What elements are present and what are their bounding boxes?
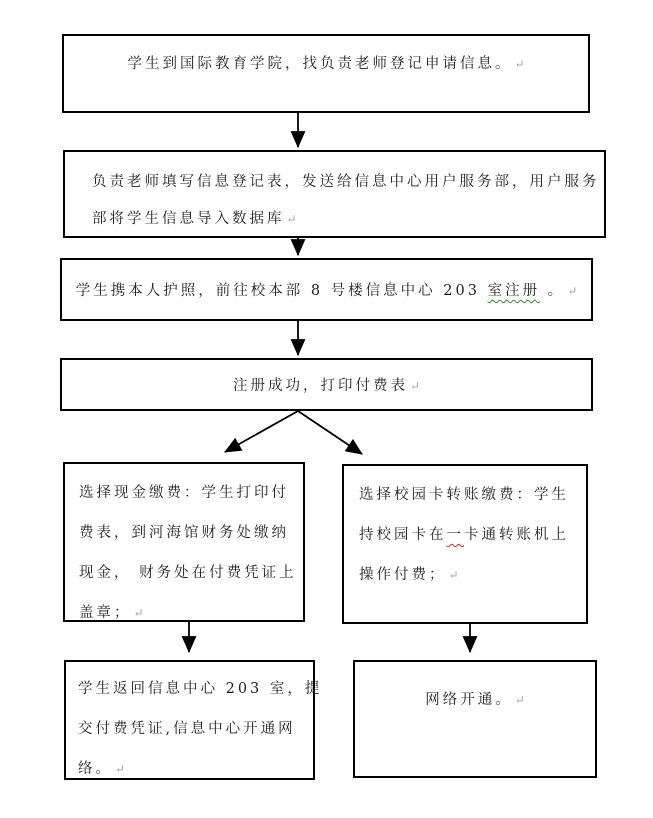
- spellcheck-underline-green: 室注册: [487, 283, 541, 299]
- spellcheck-underline-red: 一: [446, 527, 464, 543]
- paragraph-mark: ↵: [448, 568, 459, 582]
- paragraph-mark: ↵: [409, 379, 421, 393]
- node-text: 注册成功，打印付费表: [232, 378, 408, 394]
- node-text: 选择校园卡转账缴费：学生: [359, 487, 569, 503]
- node-text: 现金， 财务处在付费凭证上: [79, 565, 297, 581]
- node-text: 部将学生信息导入数据库: [92, 211, 285, 227]
- paragraph-mark: ↵: [115, 762, 126, 776]
- node-text: 负责老师填写信息登记表，发送给信息中心用户服务部，用户服务: [92, 174, 600, 190]
- node-text: 络。: [78, 761, 113, 777]
- arrow-step4-cash: [225, 411, 298, 452]
- node-text: 学生返回信息中心 203 室，提: [78, 681, 323, 697]
- node-text: 盖章；: [79, 605, 132, 621]
- paragraph-mark: ↵: [514, 57, 525, 71]
- node-text: 学生携本人护照，前往校本部 8 号楼信息中心 203: [75, 283, 488, 299]
- node-text: 操作付费；: [359, 567, 447, 583]
- paragraph-mark: ↵: [133, 606, 144, 620]
- node-text: 选择现金缴费：学生打印付: [79, 485, 289, 501]
- node-text: 网络开通。: [425, 692, 513, 708]
- node-text: 。: [540, 283, 566, 299]
- node-text: 费表，到河海馆财务处缴纳: [79, 525, 289, 541]
- node-text: 学生到国际教育学院，找负责老师登记申请信息。: [127, 56, 513, 72]
- arrow-step4-card: [298, 411, 362, 454]
- paragraph-mark: ↵: [286, 212, 297, 226]
- node-text: 持校园卡在: [359, 527, 447, 543]
- paragraph-mark: ↵: [567, 284, 578, 298]
- node-text: 交付费凭证,信息中心开通网: [78, 721, 296, 737]
- node-text: 卡通转账机上: [464, 527, 569, 543]
- paragraph-mark: ↵: [514, 693, 525, 707]
